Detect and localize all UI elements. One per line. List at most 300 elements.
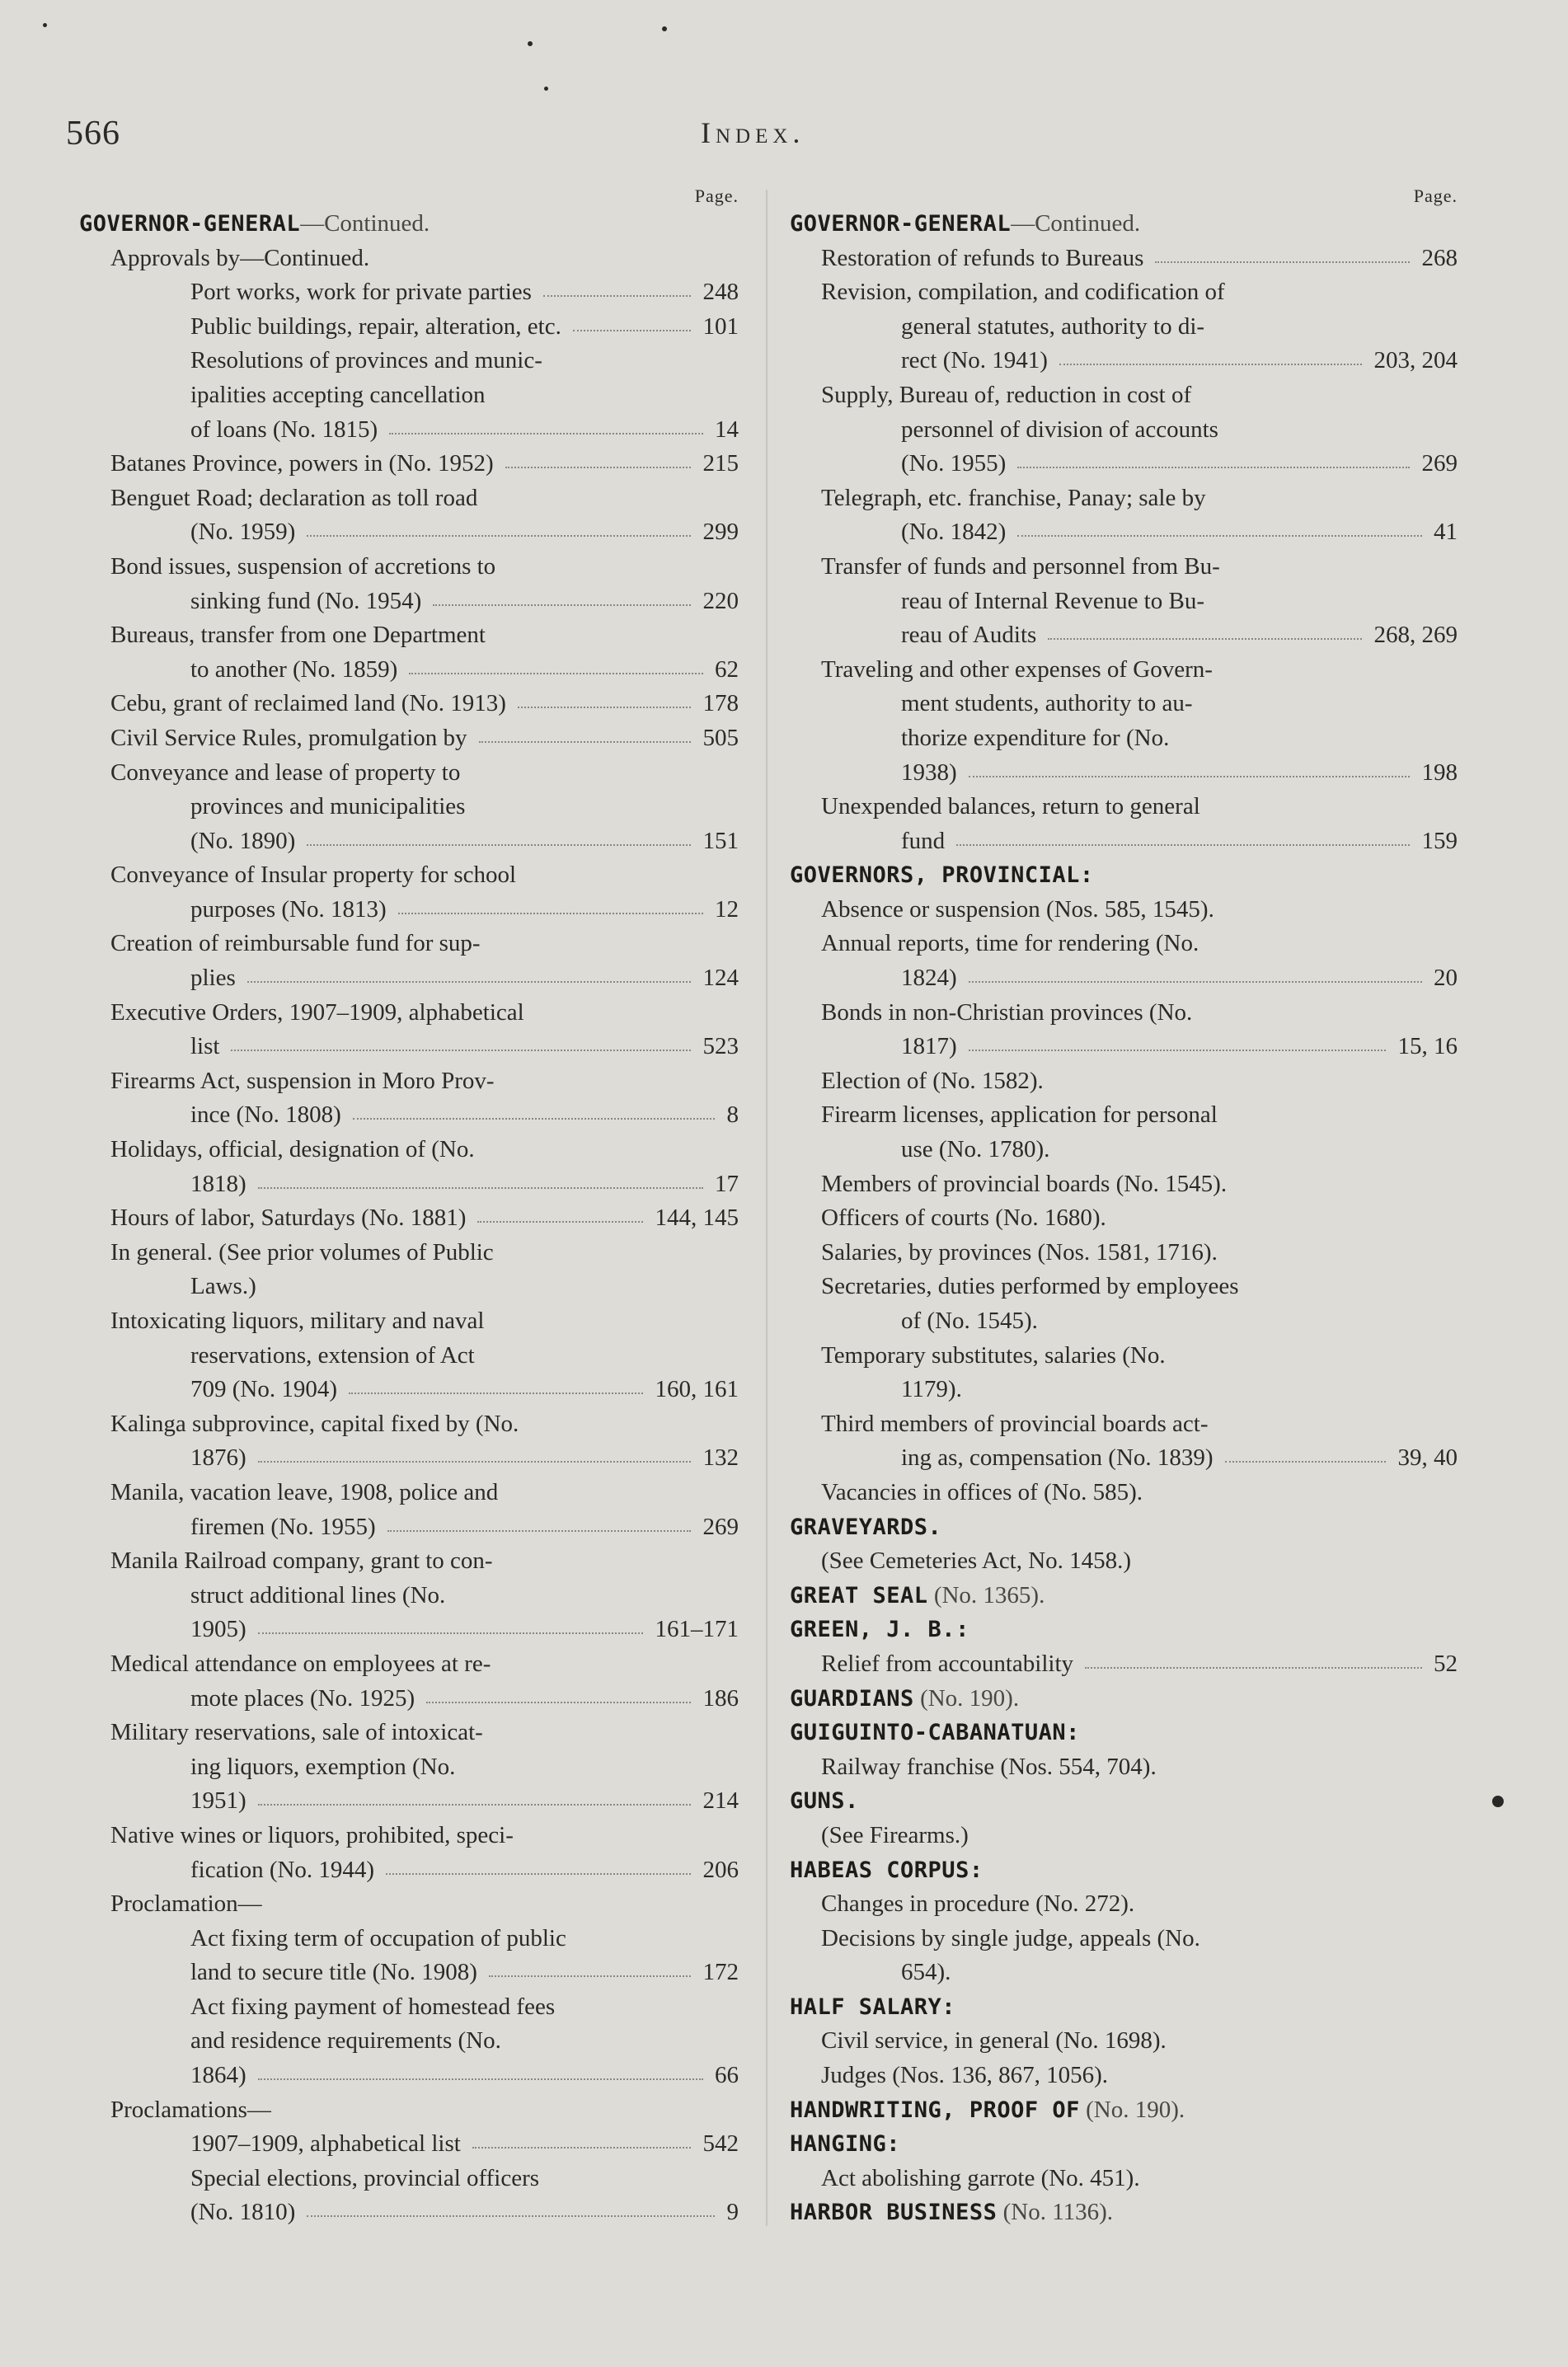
index-entry [790,242,1458,276]
index-entry [790,1133,1458,1167]
entry-text [790,1853,984,1888]
entry-text: 1907–1909, alphabetical list [190,2130,461,2158]
index-entry [790,275,1458,310]
index-entry [790,1887,1458,1922]
index-entry [790,1098,1458,1133]
index-entry [790,1441,1458,1476]
index-heading [790,1579,1458,1613]
entry-text: Act fixing term of occupation of public [190,1924,566,1951]
entry-text: and residence requirements (No. [190,2027,501,2055]
index-entry [79,1373,739,1407]
index-entry [79,344,739,378]
page-reference: 214 [702,1787,739,1815]
entry-text: fund [901,827,946,854]
entry-text: Firearm licenses, application for personal [821,1101,1218,1129]
entry-text: Vacancies in offices of (No. 585). [821,1478,1143,1505]
index-entry [79,481,739,516]
entry-text: plies [190,965,236,992]
entry-text: Conveyance and lease of property to [110,758,461,786]
index-entry [79,2024,739,2059]
index-entry [79,413,739,448]
entry-text: purposes (No. 1813) [190,895,387,923]
index-entry [79,653,739,688]
index-entries-right [790,207,1458,2230]
page-reference: 144, 145 [655,1205,739,1232]
entry-text: Proclamation— [110,1890,262,1918]
index-heading [790,207,1458,242]
dot-leader [969,981,1422,983]
heading-text: HANGING: [790,2131,901,2158]
entry-text: reau of Audits [901,622,1037,649]
dot-leader [258,1632,643,1634]
index-entry [790,756,1458,791]
entry-text: Temporary substitutes, salaries (No. [821,1341,1166,1369]
entry-text: of (No. 1545). [901,1308,1038,1334]
index-entry [79,1098,739,1133]
index-entry [790,2162,1458,2196]
entry-text: Conveyance of Insular property for school [110,862,517,889]
heading-text: HALF SALARY: [790,1994,956,2020]
entry-text: ipalities accepting cancellation [190,381,486,408]
index-entry [790,893,1458,928]
entry-text: Restoration of refunds to Bureaus [821,244,1144,271]
index-entry [79,961,739,996]
entry-text: 654). [901,1959,951,1986]
entry-text: 1864) [190,2062,246,2089]
dot-leader [479,741,691,743]
heading-text: GOVERNOR-GENERAL [790,211,1012,237]
entry-text: Act fixing payment of homestead fees [190,1993,556,2020]
page-reference: 269 [702,1513,739,1540]
page-reference: 198 [1421,758,1458,786]
page-reference: 8 [726,1101,739,1129]
index-entry [790,344,1458,378]
index-entry [79,790,739,824]
entry-text: 1951) [190,1787,246,1815]
index-entry [79,1853,739,1888]
index-heading [790,1990,1458,2025]
entry-text: Annual reports, time for rendering (No. [821,930,1199,957]
entry-text: Telegraph, etc. franchise, Panay; sale by [821,484,1206,511]
page-reference: 62 [715,655,739,683]
index-entry [790,996,1458,1031]
entry-text: Members of provincial boards (No. 1545). [821,1170,1228,1197]
entry-text: (See Firearms.) [821,1821,969,1848]
entry-text: Civil Service Rules, promulgation by [110,724,467,751]
index-entry [79,1441,739,1476]
entry-text: 1824) [901,965,957,992]
index-entry [79,1304,739,1339]
entry-text: Supply, Bureau of, reduction in cost of [821,381,1192,408]
index-entry [79,721,739,756]
heading-text: GUARDIANS [790,1685,914,1712]
heading-text: GREAT SEAL [790,1582,928,1609]
entry-text: ing as, compensation (No. 1839) [901,1444,1214,1472]
page-reference: 542 [702,2130,739,2158]
entry-text: Act abolishing garrote (No. 451). [821,2164,1140,2191]
dot-leader [1017,467,1410,468]
page-reference: 20 [1434,965,1458,992]
entry-text: Executive Orders, 1907–1909, alphabetical [110,998,524,1026]
index-entry [790,2024,1458,2059]
index-entry [79,2196,739,2230]
entry-text: Relief from accountability [821,1650,1074,1677]
index-entry [79,2093,739,2128]
index-entry [790,413,1458,448]
page-reference: 186 [702,1684,739,1712]
entry-text: Changes in procedure (No. 272). [821,1890,1135,1918]
index-entry [79,858,739,893]
dot-leader [433,604,691,606]
entry-text: 1905) [190,1616,246,1643]
entry-text: provinces and municipalities [190,793,466,820]
index-entry [790,653,1458,688]
entry-text [790,1990,955,2025]
index-entry [790,721,1458,756]
index-entry [79,687,739,721]
entry-text: Bureaus, transfer from one Department [110,622,486,649]
entry-text: Salaries, by provinces (Nos. 1581, 1716). [821,1238,1218,1266]
dot-leader [543,295,691,297]
dot-leader [307,844,691,846]
index-entry [79,996,739,1031]
heading-suffix: —Continued. [300,210,430,237]
dot-leader [1155,261,1410,263]
page-reference: 299 [702,519,739,546]
entry-text: Decisions by single judge, appeals (No. [821,1924,1200,1951]
index-heading [790,2196,1458,2230]
heading-text: GRAVEYARDS. [790,1514,942,1540]
page-reference: 161–171 [655,1616,739,1643]
entry-text: Creation of reimbursable fund for sup- [110,930,481,957]
index-entry [79,1476,739,1510]
entry-text [790,858,1094,893]
running-head: Index. [701,116,805,149]
ink-speck [544,87,548,91]
index-entry [790,447,1458,481]
dot-leader [258,1187,703,1189]
entry-text: 709 (No. 1904) [190,1376,338,1403]
index-entry [790,927,1458,961]
dot-leader [477,1221,643,1223]
index-entry [79,927,739,961]
index-entry [790,481,1458,516]
index-entry [790,1956,1458,1990]
page-reference: 215 [702,450,739,477]
index-entry [79,1682,739,1717]
page-column-label: Page. [1413,186,1458,206]
page-reference: 132 [702,1444,739,1472]
ink-speck [43,23,47,27]
heading-text: GUIGUINTO-CABANATUAN: [790,1720,1080,1746]
entry-text: use (No. 1780). [901,1136,1050,1163]
index-entry [79,824,739,859]
index-entry [790,1476,1458,1510]
dot-leader [1017,535,1422,537]
entry-text: (See Cemeteries Act, No. 1458.) [821,1547,1132,1575]
entry-text: Proclamations— [110,2096,271,2123]
index-heading [790,1682,1458,1717]
entry-text: Cebu, grant of reclaimed land (No. 1913) [110,690,506,717]
entry-text: Hours of labor, Saturdays (No. 1881) [110,1205,467,1232]
dot-leader [258,1804,691,1806]
page-reference: 151 [702,827,739,854]
heading-text: GUNS. [790,1788,859,1815]
dot-leader [247,981,691,983]
entry-text [790,1613,969,1647]
index-entry [79,310,739,345]
index-entry [79,1133,739,1167]
index-heading [790,1716,1458,1750]
index-entry [790,1201,1458,1236]
entry-text: land to secure title (No. 1908) [190,1959,477,1986]
entry-text: reau of Internal Revenue to Bu- [901,587,1204,614]
ink-speck [1492,1796,1504,1807]
page-reference: 17 [715,1170,739,1197]
entry-text: Military reservations, sale of intoxicat- [110,1719,483,1746]
index-entry [79,1990,739,2025]
entry-text: 1179). [901,1376,962,1403]
page-reference: 12 [715,895,739,923]
index-entry [79,1544,739,1579]
index-entry [79,1064,739,1099]
index-entry [79,1956,739,1990]
entry-text [790,2127,900,2162]
page-column-label: Page. [694,186,739,206]
dot-leader [969,1050,1386,1051]
index-entry [790,1270,1458,1304]
page-reference: 178 [702,690,739,717]
index-entry [79,1167,739,1202]
dot-leader [1048,638,1362,640]
entry-text: thorize expenditure for (No. [901,724,1170,751]
dot-leader [409,673,703,674]
entry-text: Judges (Nos. 136, 867, 1056). [821,2062,1108,2089]
entry-text: In general. (See prior volumes of Public [110,1238,494,1266]
entry-text: Laws.) [190,1273,256,1300]
page-reference: 269 [1421,450,1458,477]
index-entry [79,1407,739,1442]
page-reference: 14 [715,416,739,443]
index-entry [79,1579,739,1613]
page-reference: 52 [1434,1650,1458,1677]
dot-leader [258,2078,703,2080]
index-entry [79,2127,739,2162]
entry-text: Batanes Province, powers in (No. 1952) [110,450,494,477]
index-entry [790,618,1458,653]
entry-text: 1817) [901,1033,957,1060]
heading-text: HANDWRITING, PROOF OF [790,2097,1080,2123]
entry-text: ince (No. 1808) [190,1101,341,1129]
index-heading [790,1613,1458,1647]
index-entry [79,378,739,413]
page-reference: 9 [726,2199,739,2226]
index-entry [79,2162,739,2196]
index-entry [79,756,739,791]
entry-text [79,207,430,242]
index-entry [790,790,1458,824]
entry-text: to another (No. 1859) [190,655,398,683]
entry-text: Bonds in non-Christian provinces (No. [821,998,1193,1026]
heading-suffix: —Continued. [1011,210,1141,237]
index-entry [79,1613,739,1647]
entry-text: 1818) [190,1170,246,1197]
page-reference: 523 [702,1033,739,1060]
index-entry [790,1030,1458,1064]
index-entry [790,378,1458,413]
dot-leader [386,1873,691,1875]
index-entry [790,585,1458,619]
index-entry [790,1819,1458,1853]
index-heading [790,1853,1458,1888]
index-entry [79,1750,739,1785]
page-reference: 159 [1421,827,1458,854]
entry-text: firemen (No. 1955) [190,1513,376,1540]
right-column [790,186,1458,2230]
index-heading [790,2127,1458,2162]
heading-suffix: (No. 1136). [997,2199,1114,2226]
dot-leader [1085,1667,1422,1669]
page-reference: 268, 269 [1373,622,1458,649]
index-heading [790,1784,1458,1819]
index-entry [790,1236,1458,1270]
entry-text: Benguet Road; declaration as toll road [110,484,478,511]
entry-text: Port works, work for private parties [190,279,532,306]
entry-text: (No. 1890) [190,827,296,854]
index-entry [790,1922,1458,1956]
entry-text: Medical attendance on employees at re- [110,1650,491,1677]
index-entry [79,550,739,585]
dot-leader [258,1461,691,1463]
entry-text [790,2196,1113,2230]
heading-text: HARBOR BUSINESS [790,2200,998,2226]
entry-text: 1876) [190,1444,246,1472]
entry-text: general statutes, authority to di- [901,312,1205,340]
entry-text: (No. 1955) [901,450,1007,477]
entry-text: Absence or suspension (Nos. 585, 1545). [821,895,1214,923]
index-entry [790,687,1458,721]
dot-leader [389,433,703,434]
dot-leader [1059,364,1362,365]
dot-leader [489,1975,691,1977]
entry-text: of loans (No. 1815) [190,416,378,443]
page-reference: 172 [702,1959,739,1986]
page-reference: 39, 40 [1397,1444,1458,1472]
entry-text: Manila, vacation leave, 1908, police and [110,1478,499,1505]
entry-text [790,1784,859,1819]
index-entry [79,1819,739,1853]
dot-leader [956,844,1410,846]
entry-text [790,2093,1185,2128]
entry-text [790,1716,1080,1750]
index-entry [790,310,1458,345]
index-heading [790,2093,1458,2128]
entry-text: Intoxicating liquors, military and naval [110,1308,485,1334]
index-entry [79,1030,739,1064]
index-entry [79,1887,739,1922]
entry-text: Railway franchise (Nos. 554, 704). [821,1753,1157,1780]
dot-leader [426,1702,691,1703]
entry-text: Native wines or liquors, prohibited, speci- [110,1821,514,1848]
index-entry [790,1373,1458,1407]
index-entry [790,1064,1458,1099]
index-entry [79,1784,739,1819]
entry-text: (No. 1959) [190,519,296,546]
index-entry [79,1201,739,1236]
entry-text: reservations, extension of Act [190,1341,475,1369]
index-entry [790,1647,1458,1682]
index-entry [790,2059,1458,2093]
entry-text: Third members of provincial boards act- [821,1410,1209,1437]
index-entry [790,824,1458,859]
index-entry [790,1339,1458,1374]
index-entry [790,515,1458,550]
entry-text: Unexpended balances, return to general [821,793,1200,820]
index-entry [790,550,1458,585]
entry-text: Revision, compilation, and codification of [821,279,1225,306]
dot-leader [398,913,703,914]
column-divider [766,190,768,2226]
index-entry [790,1407,1458,1442]
entry-text: Secretaries, duties performed by employees [821,1273,1239,1300]
heading-text: HABEAS CORPUS: [790,1857,984,1883]
index-entry [79,893,739,928]
page-reference: 203, 204 [1373,347,1458,374]
page-reference: 505 [702,724,739,751]
index-entry [79,1510,739,1545]
heading-suffix: (No. 190). [1079,2096,1185,2123]
entry-text: list [190,1033,220,1060]
ink-speck [528,41,533,46]
heading-suffix: (No. 190). [913,1684,1020,1712]
index-entry [79,1270,739,1304]
index-entry [79,275,739,310]
index-entry [79,1647,739,1682]
dot-leader [307,2215,715,2217]
entry-text: mote places (No. 1925) [190,1684,415,1712]
dot-leader [353,1118,715,1120]
index-entry [790,1544,1458,1579]
index-entry [79,1236,739,1270]
page-reference: 41 [1434,519,1458,546]
left-column [79,186,739,2230]
dot-leader [969,776,1410,777]
index-entry [790,1750,1458,1785]
dot-leader [573,330,691,331]
entry-text: Holidays, official, designation of (No. [110,1136,475,1163]
ink-speck [662,26,667,31]
page-reference: 124 [702,965,739,992]
entry-text: struct additional lines (No. [190,1581,446,1609]
index-entry [790,1304,1458,1339]
entry-text: Transfer of funds and personnel from Bu- [821,552,1220,580]
index-heading [79,207,739,242]
dot-leader [387,1530,691,1532]
page-reference: 15, 16 [1397,1033,1458,1060]
entry-text: (No. 1810) [190,2199,296,2226]
page-reference: 248 [702,279,739,306]
entry-text: Resolutions of provinces and munic- [190,347,542,374]
entry-text: Manila Railroad company, grant to con- [110,1547,493,1575]
entry-text: Special elections, provincial officers [190,2164,540,2191]
entry-text [790,1510,941,1545]
index-entry [79,1922,739,1956]
heading-text: GOVERNORS, PROVINCIAL: [790,862,1094,889]
index-entry [79,2059,739,2093]
entry-text: fication (No. 1944) [190,1856,375,1883]
entry-text: Bond issues, suspension of accretions to [110,552,496,580]
index-entry [79,1339,739,1374]
